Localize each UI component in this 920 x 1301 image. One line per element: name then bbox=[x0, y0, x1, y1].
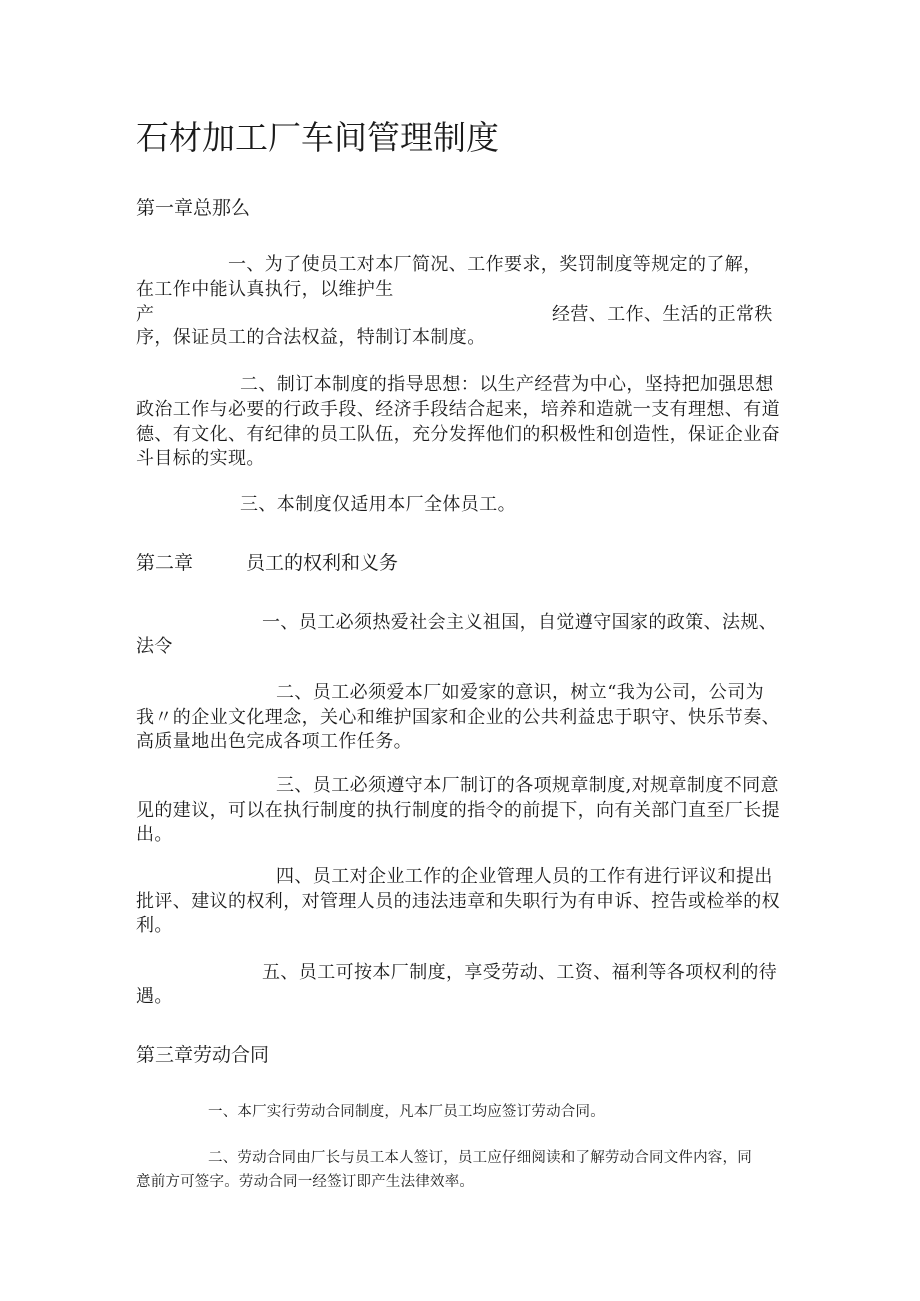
ch2-p2-line3: 高质量地出色完成各项工作任务。 bbox=[136, 731, 412, 752]
ch1-p1-line3a: 产 bbox=[136, 304, 155, 325]
chapter2-heading-title: 员工的权利和义务 bbox=[246, 552, 399, 574]
ch1-p2-line2: 政治工作与必要的行政手段、经济手段结合起来，培养和造就一支有理想、有道 bbox=[136, 399, 780, 420]
ch1-p1-line3b: 经营、工作、生活的正常秩 bbox=[552, 304, 773, 325]
ch1-p1-line1: 一、为了使员工对本厂简况、工作要求，奖罚制度等规定的了解， bbox=[228, 254, 762, 275]
ch2-p5-line2: 遇。 bbox=[136, 986, 173, 1007]
ch2-p4-line3: 利。 bbox=[136, 915, 173, 936]
ch1-p3-line1: 三、本制度仅适用本厂全体员工。 bbox=[240, 494, 516, 515]
ch3-p2-line1: 二、劳动合同由厂长与员工本人签订，员工应仔细阅读和了解劳动合同文件内容，同 bbox=[208, 1150, 752, 1166]
ch1-p2-line1: 二、制订本制度的指导思想：以生产经营为中心，坚持把加强思想 bbox=[240, 374, 774, 395]
document-title: 石材加工厂车间管理制度 bbox=[136, 118, 499, 157]
ch2-p4-line2: 批评、建议的权利，对管理人员的违法违章和失职行为有申诉、控告或检举的权 bbox=[136, 891, 780, 912]
ch2-p5-line1: 五、员工可按本厂制度，享受劳动、工资、福利等各项权利的待 bbox=[262, 962, 778, 983]
ch2-p3-line3: 出。 bbox=[136, 824, 173, 845]
ch1-p2-line3: 德、有文化、有纪律的员工队伍，充分发挥他们的积极性和创造性，保证企业奋 bbox=[136, 424, 780, 445]
ch2-p3-line1: 三、员工必须遵守本厂制订的各项规章制度,对规章制度不同意 bbox=[276, 775, 779, 796]
ch1-p2-line4: 斗目标的实现。 bbox=[136, 448, 265, 469]
ch2-p1-line2: 法令 bbox=[136, 636, 173, 657]
ch2-p2-line1: 二、员工必须爱本厂如爱家的意识，树立“我为公司，公司为 bbox=[276, 682, 764, 703]
ch2-p2-line2: 我〃的企业文化理念，关心和维护国家和企业的公共利益忠于职守、快乐节奏、 bbox=[136, 707, 780, 728]
ch3-p1-line1: 一、本厂实行劳动合同制度，凡本厂员工均应签订劳动合同。 bbox=[208, 1104, 605, 1120]
chapter2-heading-number: 第二章 bbox=[136, 552, 194, 574]
ch2-p4-line1: 四、员工对企业工作的企业管理人员的工作有进行评议和提出 bbox=[276, 866, 773, 887]
ch2-p3-line2: 见的建议，可以在执行制度的执行制度的指令的前提下，向有关部门直至厂长提 bbox=[136, 800, 780, 821]
ch1-p1-line4: 序，保证员工的合法权益，特制订本制度。 bbox=[136, 327, 486, 348]
chapter1-heading: 第一章总那么 bbox=[136, 197, 251, 219]
chapter3-heading: 第三章劳动合同 bbox=[136, 1044, 270, 1066]
ch1-p1-line2: 在工作中能认真执行，以维护生 bbox=[136, 279, 394, 300]
ch2-p1-line1: 一、员工必须热爱社会主义祖国，自觉遵守国家的政策、法规、 bbox=[262, 612, 778, 633]
ch3-p2-line2: 意前方可签字。劳动合同一经签订即产生法律效率。 bbox=[136, 1174, 475, 1190]
